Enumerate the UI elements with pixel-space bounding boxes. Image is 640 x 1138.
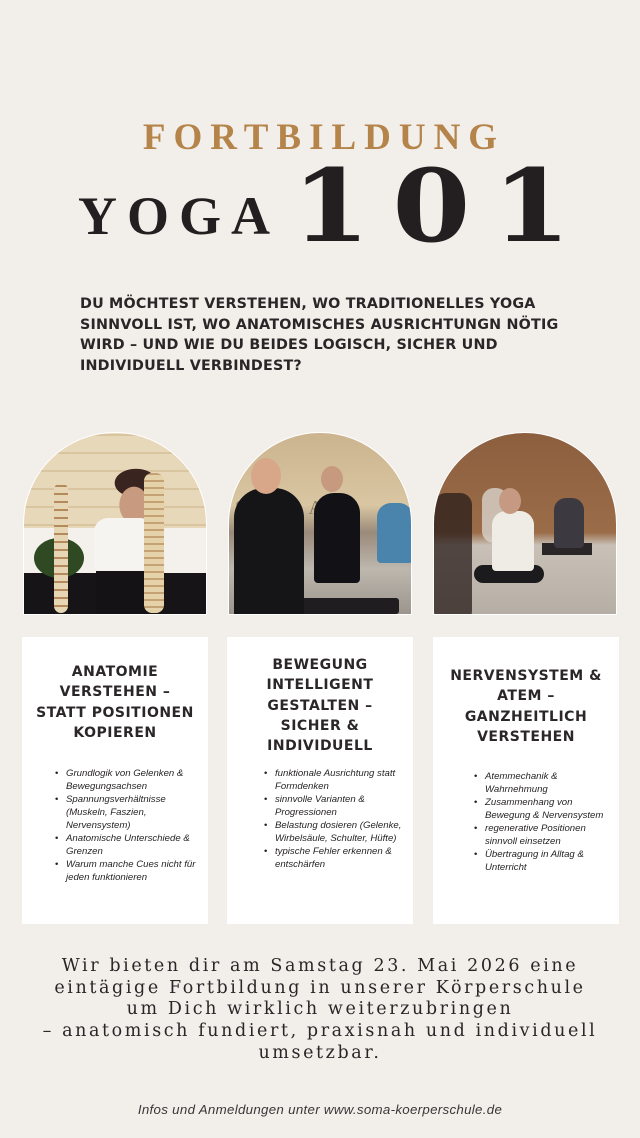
card-title: ANATOMIE VERSTEHEN – STATT POSITIONEN KOPIEREN	[36, 664, 194, 741]
offer-line: Wir bieten dir am Samstag 23. Mai 2026 eine	[61, 956, 579, 976]
bullet-icon: •	[264, 794, 268, 806]
bullet-icon: •	[264, 768, 268, 780]
list-item	[474, 848, 609, 874]
offer-line: um Dich wirklich weiterzubringen	[126, 999, 514, 1020]
bullet-icon: •	[55, 859, 59, 871]
card-title: NERVENSYSTEM & ATEM – GANZHEITLICH VERSTEHEN	[450, 668, 602, 745]
card-bullet-list	[443, 770, 609, 874]
list-item-text: Zusammenhang von Bewegung & Nervensystem	[485, 797, 604, 822]
seated-meditation-group-photo	[228, 432, 412, 615]
bullet-icon: •	[474, 771, 478, 783]
bullet-icon: •	[55, 768, 59, 780]
card-nervensystem	[433, 637, 619, 924]
bullet-icon: •	[55, 794, 59, 806]
bullet-icon: •	[55, 833, 59, 845]
teacher-with-spine-model-photo	[23, 432, 207, 615]
person-shape	[554, 498, 584, 548]
list-item	[474, 822, 609, 848]
list-item	[264, 793, 403, 819]
person-shape	[377, 503, 412, 563]
title-number: 101	[292, 147, 593, 265]
skeleton-shape	[144, 473, 164, 613]
person-shape	[234, 488, 304, 615]
offer-line: eintägige Fortbildung in unserer Körperschule	[54, 977, 586, 998]
list-item	[55, 767, 198, 793]
breathing-exercise-group-photo	[433, 432, 617, 615]
yoga-mat-shape	[289, 598, 399, 614]
list-item	[264, 819, 403, 845]
list-item-text: Atemmechanik & Wahrnehmung	[485, 771, 558, 796]
person-head-shape	[251, 458, 281, 494]
list-item	[55, 858, 198, 884]
list-item	[264, 845, 403, 871]
person-shape	[492, 511, 534, 571]
footer-info-link: Infos und Anmeldungen unter www.soma-koerperschule.de	[137, 1102, 503, 1117]
bullet-icon: •	[474, 849, 478, 861]
card-bewegung	[227, 637, 413, 924]
list-item	[55, 793, 198, 832]
list-item-text: Belastung dosieren (Gelenke, Wirbelsäule, Schulter, Hüfte)	[275, 820, 402, 845]
offer-line: – anatomisch fundiert, praxisnah und individuell	[42, 1021, 598, 1042]
offer-line: umsetzbar.	[258, 1042, 382, 1063]
card-bullet-list	[237, 767, 403, 871]
list-item	[264, 767, 403, 793]
list-item-text: typische Fehler erkennen & entschärfen	[275, 846, 392, 871]
bullet-icon: •	[264, 820, 268, 832]
list-item-text: Spannungsverhältnisse (Muskeln, Faszien, Nervensystem)	[66, 794, 166, 832]
spine-model-shape	[54, 483, 68, 613]
person-head-shape	[499, 488, 521, 514]
list-item-text: funktionale Ausrichtung statt Formdenken	[275, 768, 396, 793]
person-pants-shape	[96, 571, 148, 615]
person-head-shape	[321, 466, 343, 492]
title-word: YOGA	[78, 186, 280, 246]
card-bullet-list	[32, 767, 198, 884]
list-item-text: regenerative Positionen sinnvoll einsetzen	[485, 823, 586, 848]
eyebrow-fortbildung: FORTBILDUNG	[142, 117, 506, 158]
list-item-text: Übertragung in Alltag & Unterricht	[485, 849, 584, 874]
bullet-icon: •	[474, 797, 478, 809]
list-item	[474, 796, 609, 822]
list-item-text: Warum manche Cues nicht für jeden funktionieren	[66, 859, 196, 884]
card-title: BEWEGUNG INTELLIGENT GESTALTEN – SICHER & INDIVIDUELL	[266, 657, 374, 755]
list-item-text: sinnvolle Varianten & Progressionen	[275, 794, 365, 819]
list-item-text: Grundlogik von Gelenken & Bewegungsachsen	[66, 768, 184, 793]
list-item	[55, 832, 198, 858]
card-anatomie	[22, 637, 208, 924]
bullet-icon: •	[264, 846, 268, 858]
main-title	[78, 147, 593, 265]
intro-question: DU MÖCHTEST VERSTEHEN, WO TRADITIONELLES YOGA SINNVOLL IST, WO ANATOMISCHES AUSRICHTUNGN NÖTIG WIRD – UND WIE DU BEIDES LOGISCH, SICHER UND INDIVIDUELL VERBINDEST?	[80, 296, 559, 374]
person-shape	[314, 493, 360, 583]
foreground-shadow-shape	[434, 493, 472, 615]
offer-text	[20, 956, 620, 1065]
list-item	[474, 770, 609, 796]
bullet-icon: •	[474, 823, 478, 835]
list-item-text: Anatomische Unterschiede & Grenzen	[66, 833, 190, 858]
